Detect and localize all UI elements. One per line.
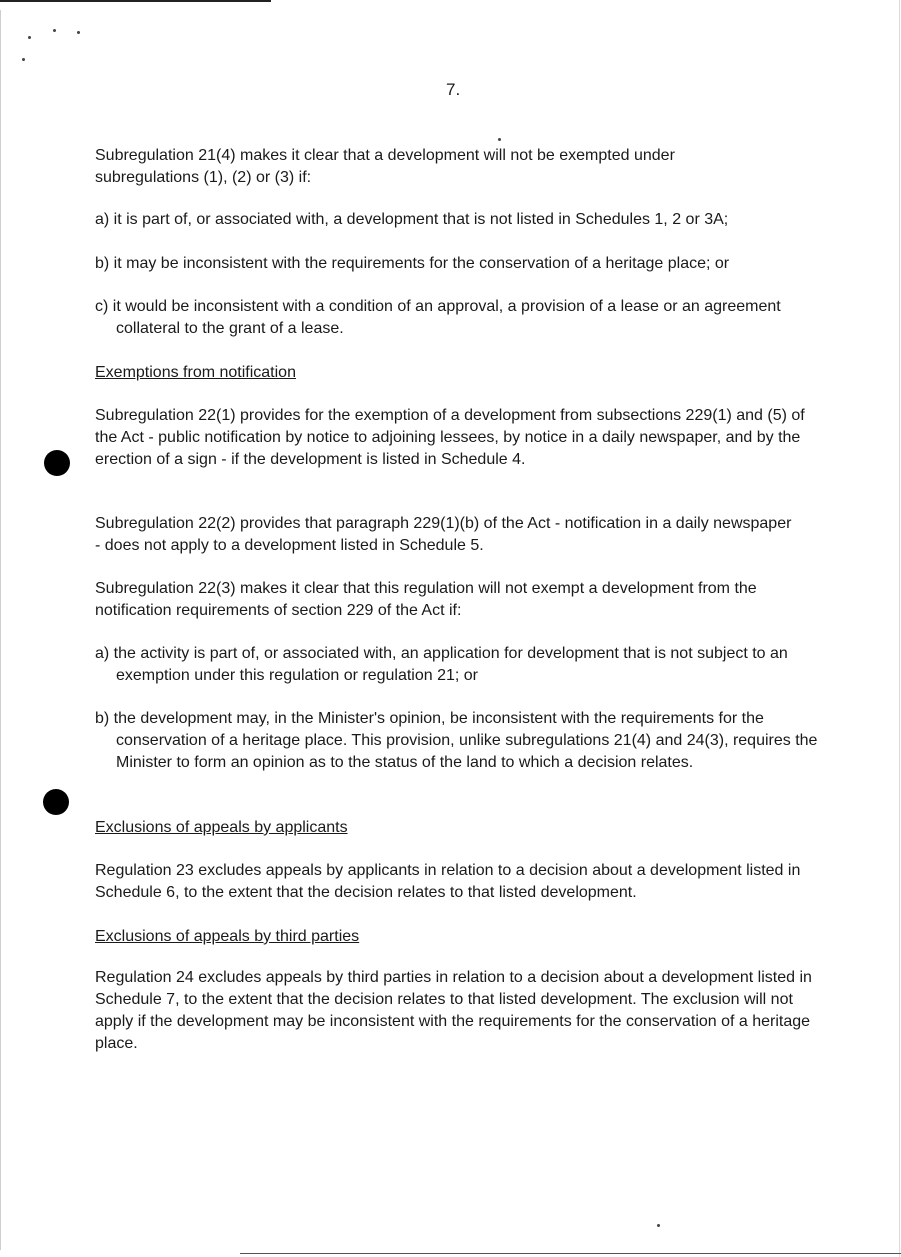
- scan-edge-right: [899, 0, 900, 1257]
- paragraph-subregulation-22-1: Subregulation 22(1) provides for the exemption of a development from subsections 229(1) and (5) of the Act - public notification by notice to adjoining lessees, by notice in a daily newspaper, and by the erection of a sign - if the development is listed in Schedule 4.: [95, 407, 805, 468]
- scan-speck: [657, 1224, 660, 1227]
- scan-edge-bottom: [240, 1253, 901, 1254]
- list-item-22-3-a: a) the activity is part of, or associated with, an application for development that is not subject to an exemption under this regulation or regulation 21; or: [95, 645, 788, 684]
- scan-speck: [28, 36, 31, 39]
- punch-hole-lower: [43, 789, 69, 815]
- paragraph-regulation-23: Regulation 23 excludes appeals by applicants in relation to a decision about a development listed in Schedule 6, to the extent that the decision relates to that listed development.: [95, 862, 801, 901]
- page-number: 7.: [446, 80, 461, 99]
- list-item-21-4-b: b) it may be inconsistent with the requirements for the conservation of a heritage place; or: [95, 255, 730, 272]
- scan-speck: [498, 138, 501, 141]
- scan-speck: [53, 29, 56, 32]
- paragraph-regulation-24: Regulation 24 excludes appeals by third parties in relation to a decision about a development listed in Schedule 7, to the extent that the decision relates to that listed development. The exclusion will not apply if the development may be inconsistent with the requirements for the conservation of a heritage place.: [95, 969, 812, 1052]
- paragraph-subregulation-21-4: Subregulation 21(4) makes it clear that a development will not be exempted under subregulations (1), (2) or (3) if:: [95, 147, 675, 186]
- heading-exclusions-by-applicants: Exclusions of appeals by applicants: [95, 819, 348, 836]
- heading-exclusions-by-third-parties: Exclusions of appeals by third parties: [95, 928, 360, 945]
- scan-edge-top: [0, 0, 271, 2]
- list-item-21-4-c: c) it would be inconsistent with a condition of an approval, a provision of a lease or an agreement collateral to the grant of a lease.: [95, 298, 781, 337]
- scan-edge-left: [0, 10, 1, 1250]
- list-item-21-4-a: a) it is part of, or associated with, a development that is not listed in Schedules 1, 2 or 3A;: [95, 211, 729, 228]
- scan-speck: [77, 31, 80, 34]
- list-item-22-3-b: b) the development may, in the Minister's opinion, be inconsistent with the requirements for the conservation of a heritage place. This provision, unlike subregulations 21(4) and 24(3), requires the Minister to form an opinion as to the status of the land to which a decision relates.: [95, 710, 818, 771]
- scan-speck: [22, 58, 25, 61]
- punch-hole-upper: [44, 450, 70, 476]
- paragraph-subregulation-22-2: Subregulation 22(2) provides that paragraph 229(1)(b) of the Act - notification in a daily newspaper - does not apply to a development listed in Schedule 5.: [95, 515, 792, 554]
- paragraph-subregulation-22-3: Subregulation 22(3) makes it clear that this regulation will not exempt a development from the notification requirements of section 229 of the Act if:: [95, 580, 757, 619]
- heading-exemptions-from-notification: Exemptions from notification: [95, 364, 296, 381]
